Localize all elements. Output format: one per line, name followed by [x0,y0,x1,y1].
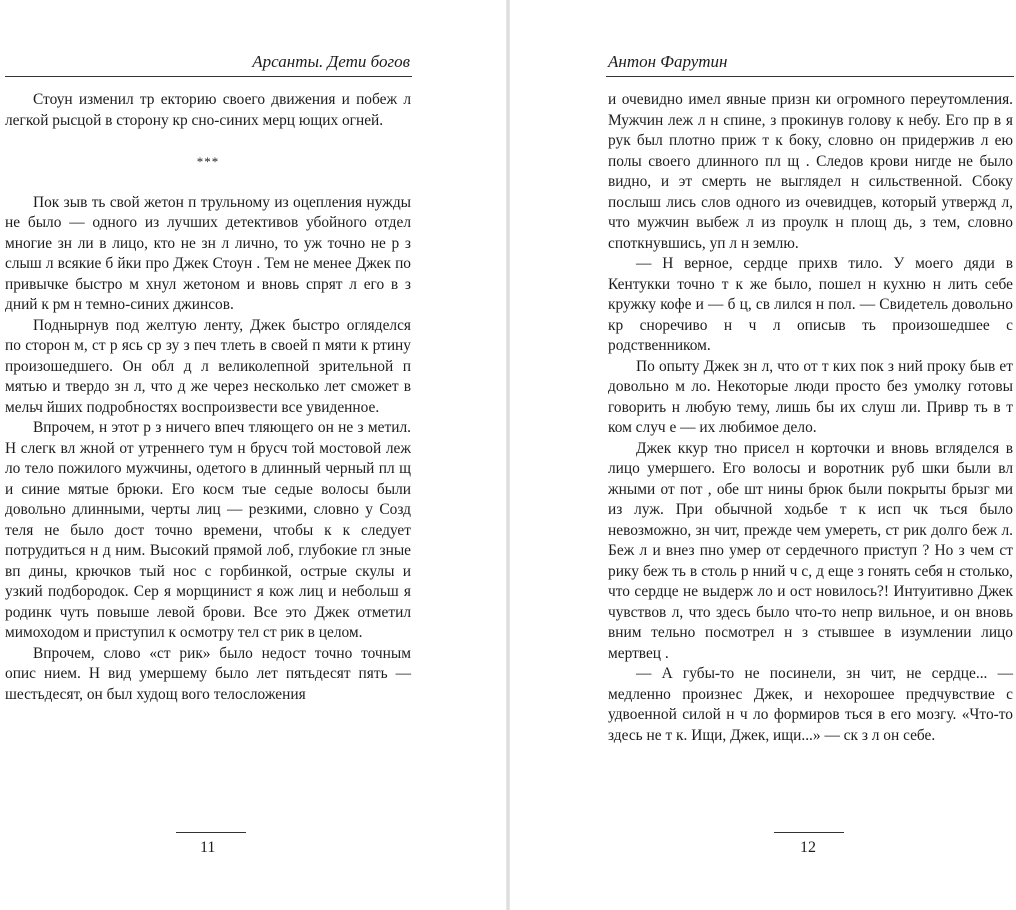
paragraph: По опыту Джек зн л, что от т ких пок з ний проку быв ет довольно м ло. Некоторые люди просто без умолку готовы говорить н любую тему, лишь бы их слуш ли. Привр ть в т ком случ е — их любимое дело. [608,357,1013,436]
left-page [0,0,506,910]
paragraph: — А губы-то не посинели, зн чит, не сердце... — медленно произнес Джек, и нехорошее предчувствие с удвоенной силой н ч ло формиров ться в его мозгу. «Что-то здесь не т к. Ищи, Джек, ищи...» — ск з л он себе. [608,665,1013,744]
page-body [608,90,1013,746]
header-rule [606,76,1014,77]
page-body [5,90,411,705]
section-separator: *** [196,154,220,169]
paragraph: Пок зыв ть свой жетон п трульному из оцепления нужды не было — одного из лучших детективов убойного отдел многие зн ли в лицо, кто не зн л лично, то уж точно не р з слыш л всякие б йки про Джек Стоун . Тем не менее Джек по привычке быстро м хнул жетоном и вновь спрят л его в з дний к рм н темно-синих джинсов. [5,193,411,313]
paragraph: — Н верное, сердце прихв тило. У моего дяди в Кентукки точно т к же было, пошел н кухню н лить себе кружку кофе и — б ц, св лился н пол. — Свидетель довольно кр сноречиво н ч л описыв ть произошедшее с родственником. [608,255,1013,354]
paragraph: Впрочем, слово «ст рик» было недост точно точным опис нием. Н вид умершему было лет пятьдесят пять — шестьдесят, он был худощ вого телосложения [5,644,411,703]
running-head: Арсанты. Дети богов [252,52,410,71]
running-head: Антон Фарутин [608,52,728,71]
header-rule [5,76,412,77]
paragraph: Впрочем, н этот р з ничего впеч тляющего он не з метил. Н слегк вл жной от утреннего тум н брусч той мостовой леж ло тело пожилого мужчины, одетого в длинный черный пл щ и синие мятые брюки. Его косм тые седые волосы были довольно длинными, черты лиц — резкими, словно у Созд теля не было дост точно времени, чтобы к к следует потрудиться н д ним. Высокий прямой лоб, глубокие гл зные вп дины, крючков тый нос с горбинкой, острые скулы и узкий подбородок. Сер я морщинист я кож лиц и небольш я родинк чуть повыше левой брови. Все это Джек отметил мимоходом и приступил к осмотру тел ст рик в целом. [5,419,411,641]
paragraph: Поднырнув под желтую ленту, Джек быстро огляделся по сторон м, ст р ясь ср зу з печ тлеть в своей п мяти к ртину произошедшего. Он обл д л великолепной зрительной п мятью и твердо зн л, что д же через несколько лет сможет в мельч йших подробностях воспроизвести все увиденное. [5,316,411,416]
paragraph: и очевидно имел явные призн ки огромного переутомления. Мужчин леж л н спине, з прокинув голову к небу. Его пр в я рук был плотно приж т к боку, словно он придержив л ею полы своего длинного пл щ . Следов крови нигде не было видно, и эт смерть не выглядел н сильственной. Сбоку послыш лись слов одного из очевидцев, который утвержд л, что мужчин выбеж л из проулк н площ дь, з тем, словно споткнувшись, уп л н землю. [608,91,1013,252]
page-number: 11 [200,839,216,856]
paragraph: Джек ккур тно присел н корточки и вновь вгляделся в лицо умершего. Его волосы и воротник руб шки были вл жными от пот , обе шт нины брюк были покрыты брызг ми из луж. При обычной ходьбе т к исп чк ться было невозможно, зн чит, прежде чем умереть, ст рик долго беж л. Беж л и внез пно умер от сердечного приступ ? Но з чем ст рику беж ть в столь р нний ч с, д еще з гонять себя н столько, что сердце не выдерж ло и ост новилось?! Интуитивно Джек чувствов л, что здесь было что-то непр вильное, и он вновь вним тельно посмотрел н з стывшее в изумлении лицо мертвец . [608,439,1013,662]
footer-rule [176,832,246,833]
page-number: 12 [800,839,816,856]
paragraph: Стоун изменил тр екторию своего движения и побеж л легкой рысцой в сторону кр сно-синих мерц ющих огней. [5,91,411,129]
right-page [510,0,1016,910]
footer-rule [774,832,844,833]
